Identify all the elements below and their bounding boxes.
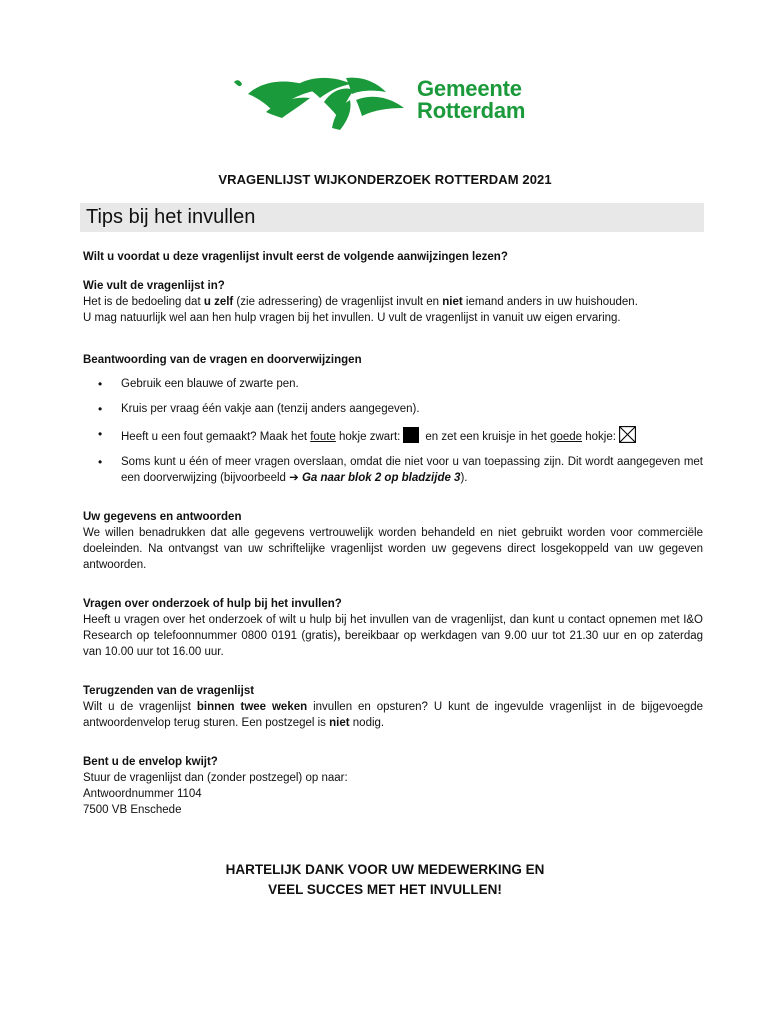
thanks-line-2: VEEL SUCCES MET HET INVULLEN!	[268, 882, 502, 897]
who-text: Het is de bedoeling dat u zelf (zie adressering) de vragenlijst invult en niet iemand anders in uw huishouden.	[83, 296, 638, 308]
help-heading: Vragen over onderzoek of hulp bij het invullen?	[83, 598, 342, 610]
arrow-right-icon: ➔	[289, 472, 299, 484]
thanks-message	[0, 860, 770, 900]
section-header	[80, 203, 704, 232]
envelope-line: Antwoordnummer 1104	[83, 788, 202, 800]
intro-text: Wilt u voordat u deze vragenlijst invult eerst de volgende aanwijzingen lezen?	[83, 251, 508, 263]
instructions-content	[83, 249, 703, 818]
list-item: • Heeft u een fout gemaakt? Maak het foute hokje zwart: en zet een kruisje in het goede hokje:	[83, 426, 703, 445]
logo-line-2: Rotterdam	[417, 98, 526, 123]
black-box-icon	[403, 427, 419, 443]
return-text: Wilt u de vragenlijst binnen twee weken invullen en opsturen? U kunt de ingevulde vragenlijst in de bijgevoegde antwoordenvelop terug sturen. Een postzegel is niet nodig.	[83, 701, 703, 729]
thanks-line-1: HARTELIJK DANK VOOR UW MEDEWERKING EN	[225, 862, 545, 877]
data-text: We willen benadrukken dat alle gegevens vertrouwelijk worden behandeld en niet gebruikt worden voor commerciële doeleinden. Na ontvangst van uw schriftelijke vragenlijst worden uw gegevens direct losgekoppeld van uw gegeven antwoorden.	[83, 527, 703, 571]
who-heading: Wie vult de vragenlijst in?	[83, 280, 225, 292]
data-heading: Uw gegevens en antwoorden	[83, 511, 242, 523]
who-text-2: U mag natuurlijk wel aan hen hulp vragen bij het invullen. U vult de vragenlijst in vanuit uw eigen ervaring.	[83, 312, 621, 324]
logo-wordmark	[417, 78, 525, 122]
envelope-line: Stuur de vragenlijst dan (zonder postzegel) op naar:	[83, 772, 348, 784]
answering-heading: Beantwoording van de vragen en doorverwijzingen	[83, 354, 362, 366]
list-item: • Gebruik een blauwe of zwarte pen.	[83, 376, 703, 392]
answering-list	[83, 376, 703, 486]
leaves-logo-icon	[228, 72, 408, 136]
list-item: • Soms kunt u één of meer vragen overslaan, omdat die niet voor u van toepassing zijn. Dit wordt aangegeven met een doorverwijzing (bijvoorbeeld ➔ Ga naar blok 2 op bladzijde 3).	[83, 454, 703, 486]
logo-line-1: Gemeente	[417, 76, 522, 101]
return-heading: Terugzenden van de vragenlijst	[83, 685, 255, 697]
crossed-box-icon	[619, 426, 636, 443]
envelope-line: 7500 VB Enschede	[83, 804, 182, 816]
list-item: • Kruis per vraag één vakje aan (tenzij anders aangegeven).	[83, 401, 703, 417]
envelope-heading: Bent u de envelop kwijt?	[83, 756, 218, 768]
section-title: Tips bij het invullen	[86, 206, 256, 228]
help-text: Heeft u vragen over het onderzoek of wilt u hulp bij het invullen van de vragenlijst, dan kunt u contact opnemen met I&O Research op telefoonnummer 0800 0191 (gratis), bereikbaar op werkdagen van 9.00 uur tot 21.30 uur en op zaterdag van 10.00 uur tot 16.00 uur.	[83, 614, 704, 658]
gemeente-rotterdam-logo	[228, 72, 558, 136]
document-title: VRAGENLIJST WIJKONDERZOEK ROTTERDAM 2021	[218, 172, 552, 187]
